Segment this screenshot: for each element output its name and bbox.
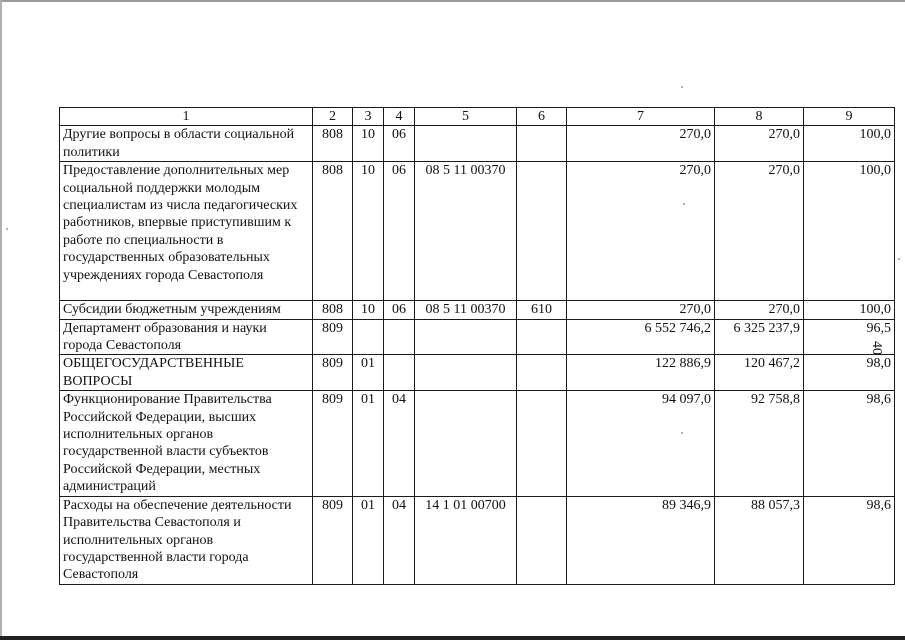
row-code-5 <box>415 391 517 496</box>
row-code-4: 04 <box>384 496 415 584</box>
page-number: 40 <box>869 341 884 355</box>
row-code-3: 01 <box>353 496 384 584</box>
row-code-4: 06 <box>384 162 415 301</box>
row-name: Субсидии бюджетным учреждениям <box>60 301 313 319</box>
row-code-3: 10 <box>353 162 384 301</box>
row-value-9: 98,6 <box>804 391 895 496</box>
row-code-6: 610 <box>517 301 567 319</box>
row-code-5: 08 5 11 00370 <box>415 162 517 301</box>
header-cell: 3 <box>353 108 384 126</box>
table-row <box>60 391 895 496</box>
table-row <box>60 496 895 584</box>
row-value-7: 122 886,9 <box>567 355 715 391</box>
row-name: Функционирование Правительства Российской Федерации, высших исполнительных органов государственной власти субъектов Российской Федерации, местных администраций <box>60 391 313 496</box>
row-name: ОБЩЕГОСУДАРСТВЕННЫЕ ВОПРОСЫ <box>60 355 313 391</box>
scan-speck <box>898 258 900 260</box>
row-name: Департамент образования и науки города Севастополя <box>60 319 313 355</box>
header-cell: 2 <box>313 108 353 126</box>
row-code-4: 04 <box>384 391 415 496</box>
row-value-9: 100,0 <box>804 162 895 301</box>
row-code-6 <box>517 355 567 391</box>
scan-edge-bottom <box>0 636 905 640</box>
row-name: Другие вопросы в области социальной политики <box>60 126 313 162</box>
row-code-2: 808 <box>313 126 353 162</box>
row-value-7: 94 097,0 <box>567 391 715 496</box>
row-code-6 <box>517 319 567 355</box>
row-value-8: 270,0 <box>715 301 804 319</box>
table-row <box>60 162 895 301</box>
row-value-8: 270,0 <box>715 126 804 162</box>
row-code-5 <box>415 355 517 391</box>
table-row <box>60 301 895 319</box>
row-code-4 <box>384 319 415 355</box>
header-cell: 1 <box>60 108 313 126</box>
row-code-5: 08 5 11 00370 <box>415 301 517 319</box>
row-value-9: 98,0 <box>804 355 895 391</box>
row-code-4: 06 <box>384 301 415 319</box>
header-cell: 4 <box>384 108 415 126</box>
row-code-2: 809 <box>313 355 353 391</box>
row-code-5 <box>415 126 517 162</box>
scan-edge-left <box>0 0 2 640</box>
row-code-2: 808 <box>313 162 353 301</box>
header-cell: 6 <box>517 108 567 126</box>
budget-table <box>59 107 895 585</box>
table-row <box>60 319 895 355</box>
row-code-5 <box>415 319 517 355</box>
row-value-8: 88 057,3 <box>715 496 804 584</box>
table-header-row <box>60 108 895 126</box>
row-code-2: 808 <box>313 301 353 319</box>
table-row <box>60 126 895 162</box>
header-cell: 8 <box>715 108 804 126</box>
row-value-8: 92 758,8 <box>715 391 804 496</box>
row-value-7: 270,0 <box>567 301 715 319</box>
row-code-3 <box>353 319 384 355</box>
row-value-9: 96,5 <box>804 319 895 355</box>
scan-speck <box>681 432 683 434</box>
row-value-7: 270,0 <box>567 126 715 162</box>
row-code-3: 10 <box>353 301 384 319</box>
row-code-2: 809 <box>313 319 353 355</box>
row-value-9: 100,0 <box>804 301 895 319</box>
row-value-8: 270,0 <box>715 162 804 301</box>
table-row <box>60 355 895 391</box>
scan-speck <box>683 203 685 205</box>
row-value-9: 100,0 <box>804 126 895 162</box>
row-value-8: 6 325 237,9 <box>715 319 804 355</box>
scan-edge-top <box>0 0 905 2</box>
row-value-7: 270,0 <box>567 162 715 301</box>
row-name: Предоставление дополнительных мер социальной поддержки молодым специалистам из числа педагогических работников, впервые приступившим к работе по специальности в государственных образовательных учреждениях города Севастополя <box>60 162 313 301</box>
row-value-7: 6 552 746,2 <box>567 319 715 355</box>
row-code-3: 01 <box>353 391 384 496</box>
scan-speck <box>6 228 8 230</box>
row-code-2: 809 <box>313 496 353 584</box>
row-code-3: 01 <box>353 355 384 391</box>
row-value-9: 98,6 <box>804 496 895 584</box>
header-cell: 7 <box>567 108 715 126</box>
row-code-5: 14 1 01 00700 <box>415 496 517 584</box>
row-value-8: 120 467,2 <box>715 355 804 391</box>
row-code-4: 06 <box>384 126 415 162</box>
row-code-2: 809 <box>313 391 353 496</box>
header-cell: 9 <box>804 108 895 126</box>
row-code-6 <box>517 162 567 301</box>
row-name: Расходы на обеспечение деятельности Правительства Севастополя и исполнительных органов государственной власти города Севастополя <box>60 496 313 584</box>
header-cell: 5 <box>415 108 517 126</box>
row-code-6 <box>517 496 567 584</box>
row-code-3: 10 <box>353 126 384 162</box>
row-code-6 <box>517 391 567 496</box>
row-value-7: 89 346,9 <box>567 496 715 584</box>
scan-speck <box>681 86 683 88</box>
row-code-4 <box>384 355 415 391</box>
row-code-6 <box>517 126 567 162</box>
